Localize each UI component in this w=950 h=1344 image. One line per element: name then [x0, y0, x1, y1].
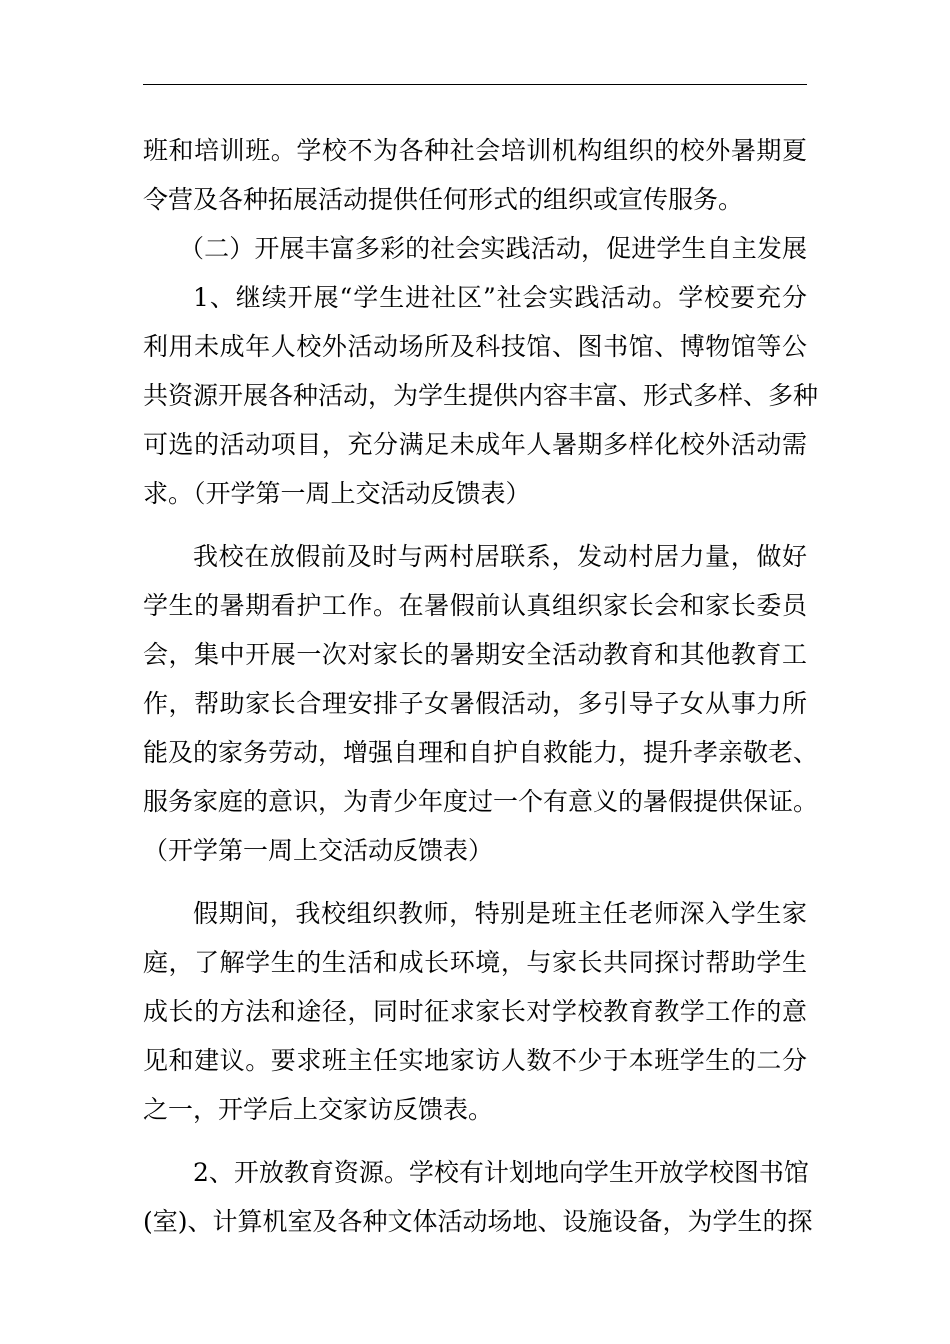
text-line: 班和培训班。学校不为各种社会培训机构组织的校外暑期夏 [143, 136, 807, 165]
text-line: 假期间，我校组织教师，特别是班主任老师深入学生家 [193, 899, 807, 928]
paragraph-gap [143, 875, 807, 889]
text-line: 成长的方法和途径，同时征求家长对学校教育教学工作的意 [143, 997, 807, 1026]
text-line: 求。（开学第一周上交活动反馈表） [143, 479, 531, 508]
text-line: 庭，了解学生的生活和成长环境，与家长共同探讨帮助学生 [143, 948, 807, 977]
text-line: 2、开放教育资源。学校有计划地向学生开放学校图书馆 [193, 1158, 809, 1187]
text-line: 学生的暑期看护工作。在暑假前认真组织家长会和家长委员 [143, 591, 807, 620]
text-line: 可选的活动项目，充分满足未成年人暑期多样化校外活动需 [143, 430, 807, 459]
paragraph-gap [143, 1134, 807, 1148]
text-line: 之一，开学后上交家访反馈表。 [143, 1095, 494, 1124]
text-line: 共资源开展各种活动，为学生提供内容丰富、形式多样、多种 [143, 381, 819, 410]
text-line: 会，集中开展一次对家长的暑期安全活动教育和其他教育工 [143, 640, 807, 669]
text-line: （开学第一周上交活动反馈表） [143, 836, 494, 865]
paragraph-gap [143, 518, 807, 532]
text-line: 见和建议。要求班主任实地家访人数不少于本班学生的二分 [143, 1046, 807, 1075]
header-rule [143, 84, 807, 85]
text-line: 作，帮助家长合理安排子女暑假活动，多引导子女从事力所 [143, 689, 807, 718]
section-heading: （二）开展丰富多彩的社会实践活动，促进学生自主发展 [179, 234, 807, 263]
text-line: 服务家庭的意识，为青少年度过一个有意义的暑假提供保证。 [143, 787, 819, 816]
document-body [143, 126, 819, 1246]
text-line: 我校在放假前及时与两村居联系，发动村居力量，做好 [193, 542, 807, 571]
text-line: (室)、计算机室及各种文体活动场地、设施设备，为学生的探 [143, 1207, 813, 1236]
text-line: 1、继续开展“学生进社区”社会实践活动。学校要充分 [193, 283, 807, 312]
text-line: 令营及各种拓展活动提供任何形式的组织或宣传服务。 [143, 185, 744, 214]
text-line: 能及的家务劳动，增强自理和自护自救能力，提升孝亲敬老、 [143, 738, 819, 767]
text-line: 利用未成年人校外活动场所及科技馆、图书馆、博物馆等公 [143, 332, 807, 361]
